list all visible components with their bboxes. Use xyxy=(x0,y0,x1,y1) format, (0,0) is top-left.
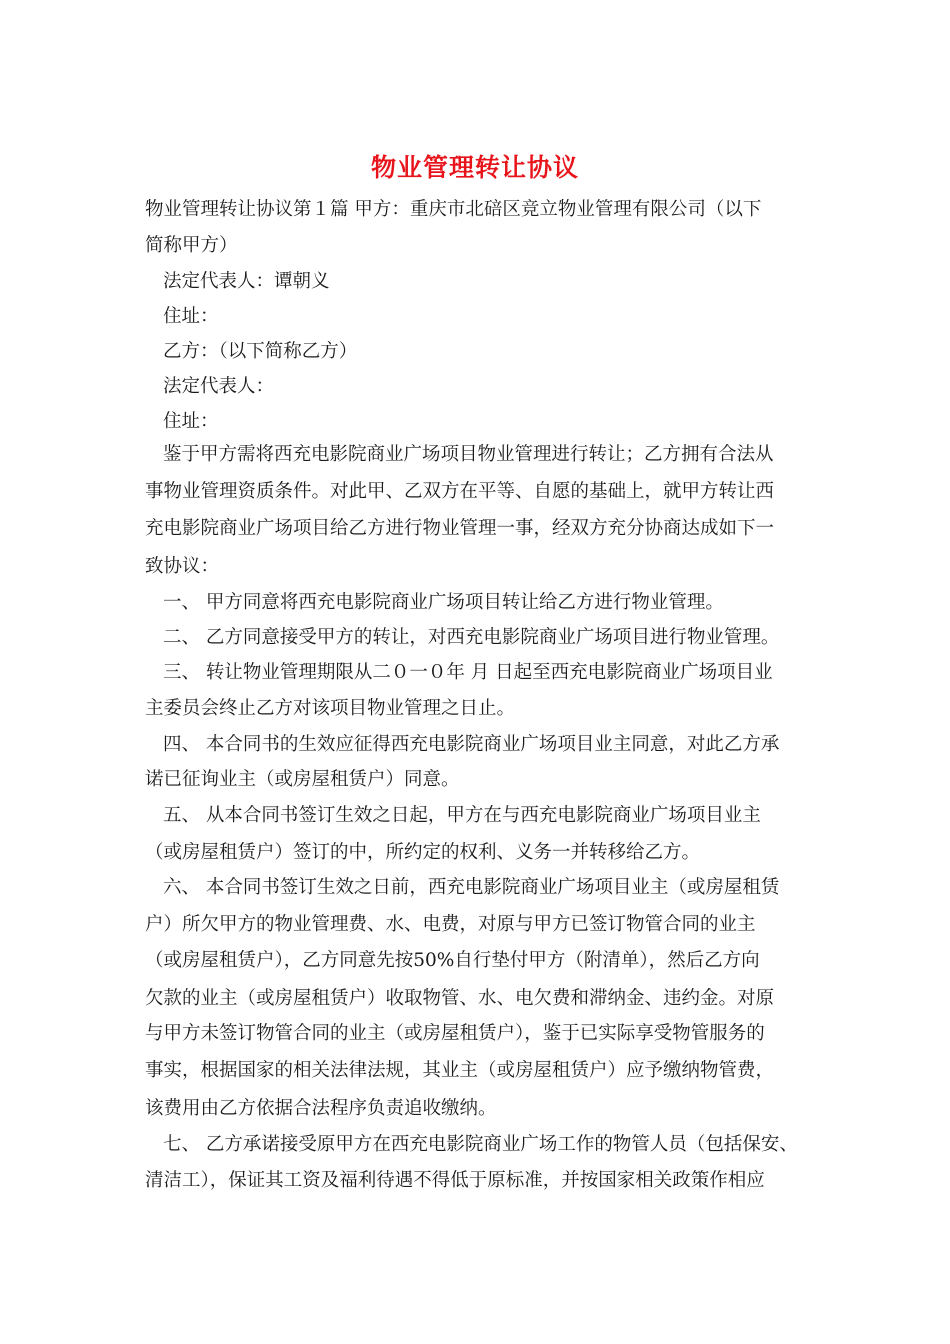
paragraph-line: 五、 从本合同书签订生效之日起，甲方在与西充电影院商业广场项目业主 xyxy=(163,805,761,826)
paragraph-line: 四、 本合同书的生效应征得西充电影院商业广场项目业主同意，对此乙方承 xyxy=(163,734,780,755)
paragraph-line: 欠款的业主（或房屋租赁户）收取物管、水、电欠费和滞纳金、违约金。对原 xyxy=(145,988,775,1009)
paragraph-line: 七、 乙方承诺接受原甲方在西充电影院商业广场工作的物管人员（包括保安、 xyxy=(163,1134,798,1155)
paragraph-line: 该费用由乙方依据合法程序负责追收缴纳。 xyxy=(145,1098,497,1119)
paragraph-line: 鉴于甲方需将西充电影院商业广场项目物业管理进行转让；乙方拥有合法从 xyxy=(163,444,774,465)
paragraph-line: 法定代表人： xyxy=(163,376,275,397)
paragraph-line: 六、 本合同书签订生效之日前，西充电影院商业广场项目业主（或房屋租赁 xyxy=(163,877,780,898)
paragraph-line: （或房屋租赁户）签订的中，所约定的权利、义务一并转移给乙方。 xyxy=(145,842,701,863)
paragraph-line: 诺已征询业主（或房屋租赁户）同意。 xyxy=(145,769,460,790)
paragraph-line: 住址： xyxy=(163,306,219,327)
paragraph-line: 清洁工），保证其工资及福利待遇不得低于原标准，并按国家相关政策作相应 xyxy=(145,1170,765,1191)
paragraph-line: 事实，根据国家的相关法律法规，其业主（或房屋租赁户）应予缴纳物管费， xyxy=(145,1060,775,1081)
paragraph-line: 住址： xyxy=(163,411,219,432)
paragraph-line: 主委员会终止乙方对该项目物业管理之日止。 xyxy=(145,698,516,719)
paragraph-line: 三、 转让物业管理期限从二０一０年 月 日起至西充电影院商业广场项目业 xyxy=(163,662,773,683)
paragraph-line: 简称甲方） xyxy=(145,235,238,256)
paragraph-line: 一、 甲方同意将西充电影院商业广场项目转让给乙方进行物业管理。 xyxy=(163,592,724,613)
paragraph-line: 与甲方未签订物管合同的业主（或房屋租赁户），鉴于已实际享受物管服务的 xyxy=(145,1023,765,1044)
paragraph-line: 乙方：（以下简称乙方） xyxy=(163,341,358,362)
paragraph-line: 户）所欠甲方的物业管理费、水、电费，对原与甲方已签订物管合同的业主 xyxy=(145,914,756,935)
paragraph-line: 法定代表人：谭朝义 xyxy=(163,271,330,292)
paragraph-line: 二、 乙方同意接受甲方的转让，对西充电影院商业广场项目进行物业管理。 xyxy=(163,627,780,648)
document-title: 物业管理转让协议 xyxy=(370,153,579,182)
paragraph-line: （或房屋租赁户），乙方同意先按50%自行垫付甲方（附清单），然后乙方向 xyxy=(145,950,760,971)
paragraph-line: 事物业管理资质条件。对此甲、乙双方在平等、自愿的基础上，就甲方转让西 xyxy=(145,481,775,502)
paragraph-line: 充电影院商业广场项目给乙方进行物业管理一事，经双方充分协商达成如下一 xyxy=(145,518,775,539)
paragraph-line: 物业管理转让协议第１篇 甲方：重庆市北碚区竞立物业管理有限公司（以下 xyxy=(145,199,762,220)
paragraph-line: 致协议： xyxy=(145,556,220,577)
